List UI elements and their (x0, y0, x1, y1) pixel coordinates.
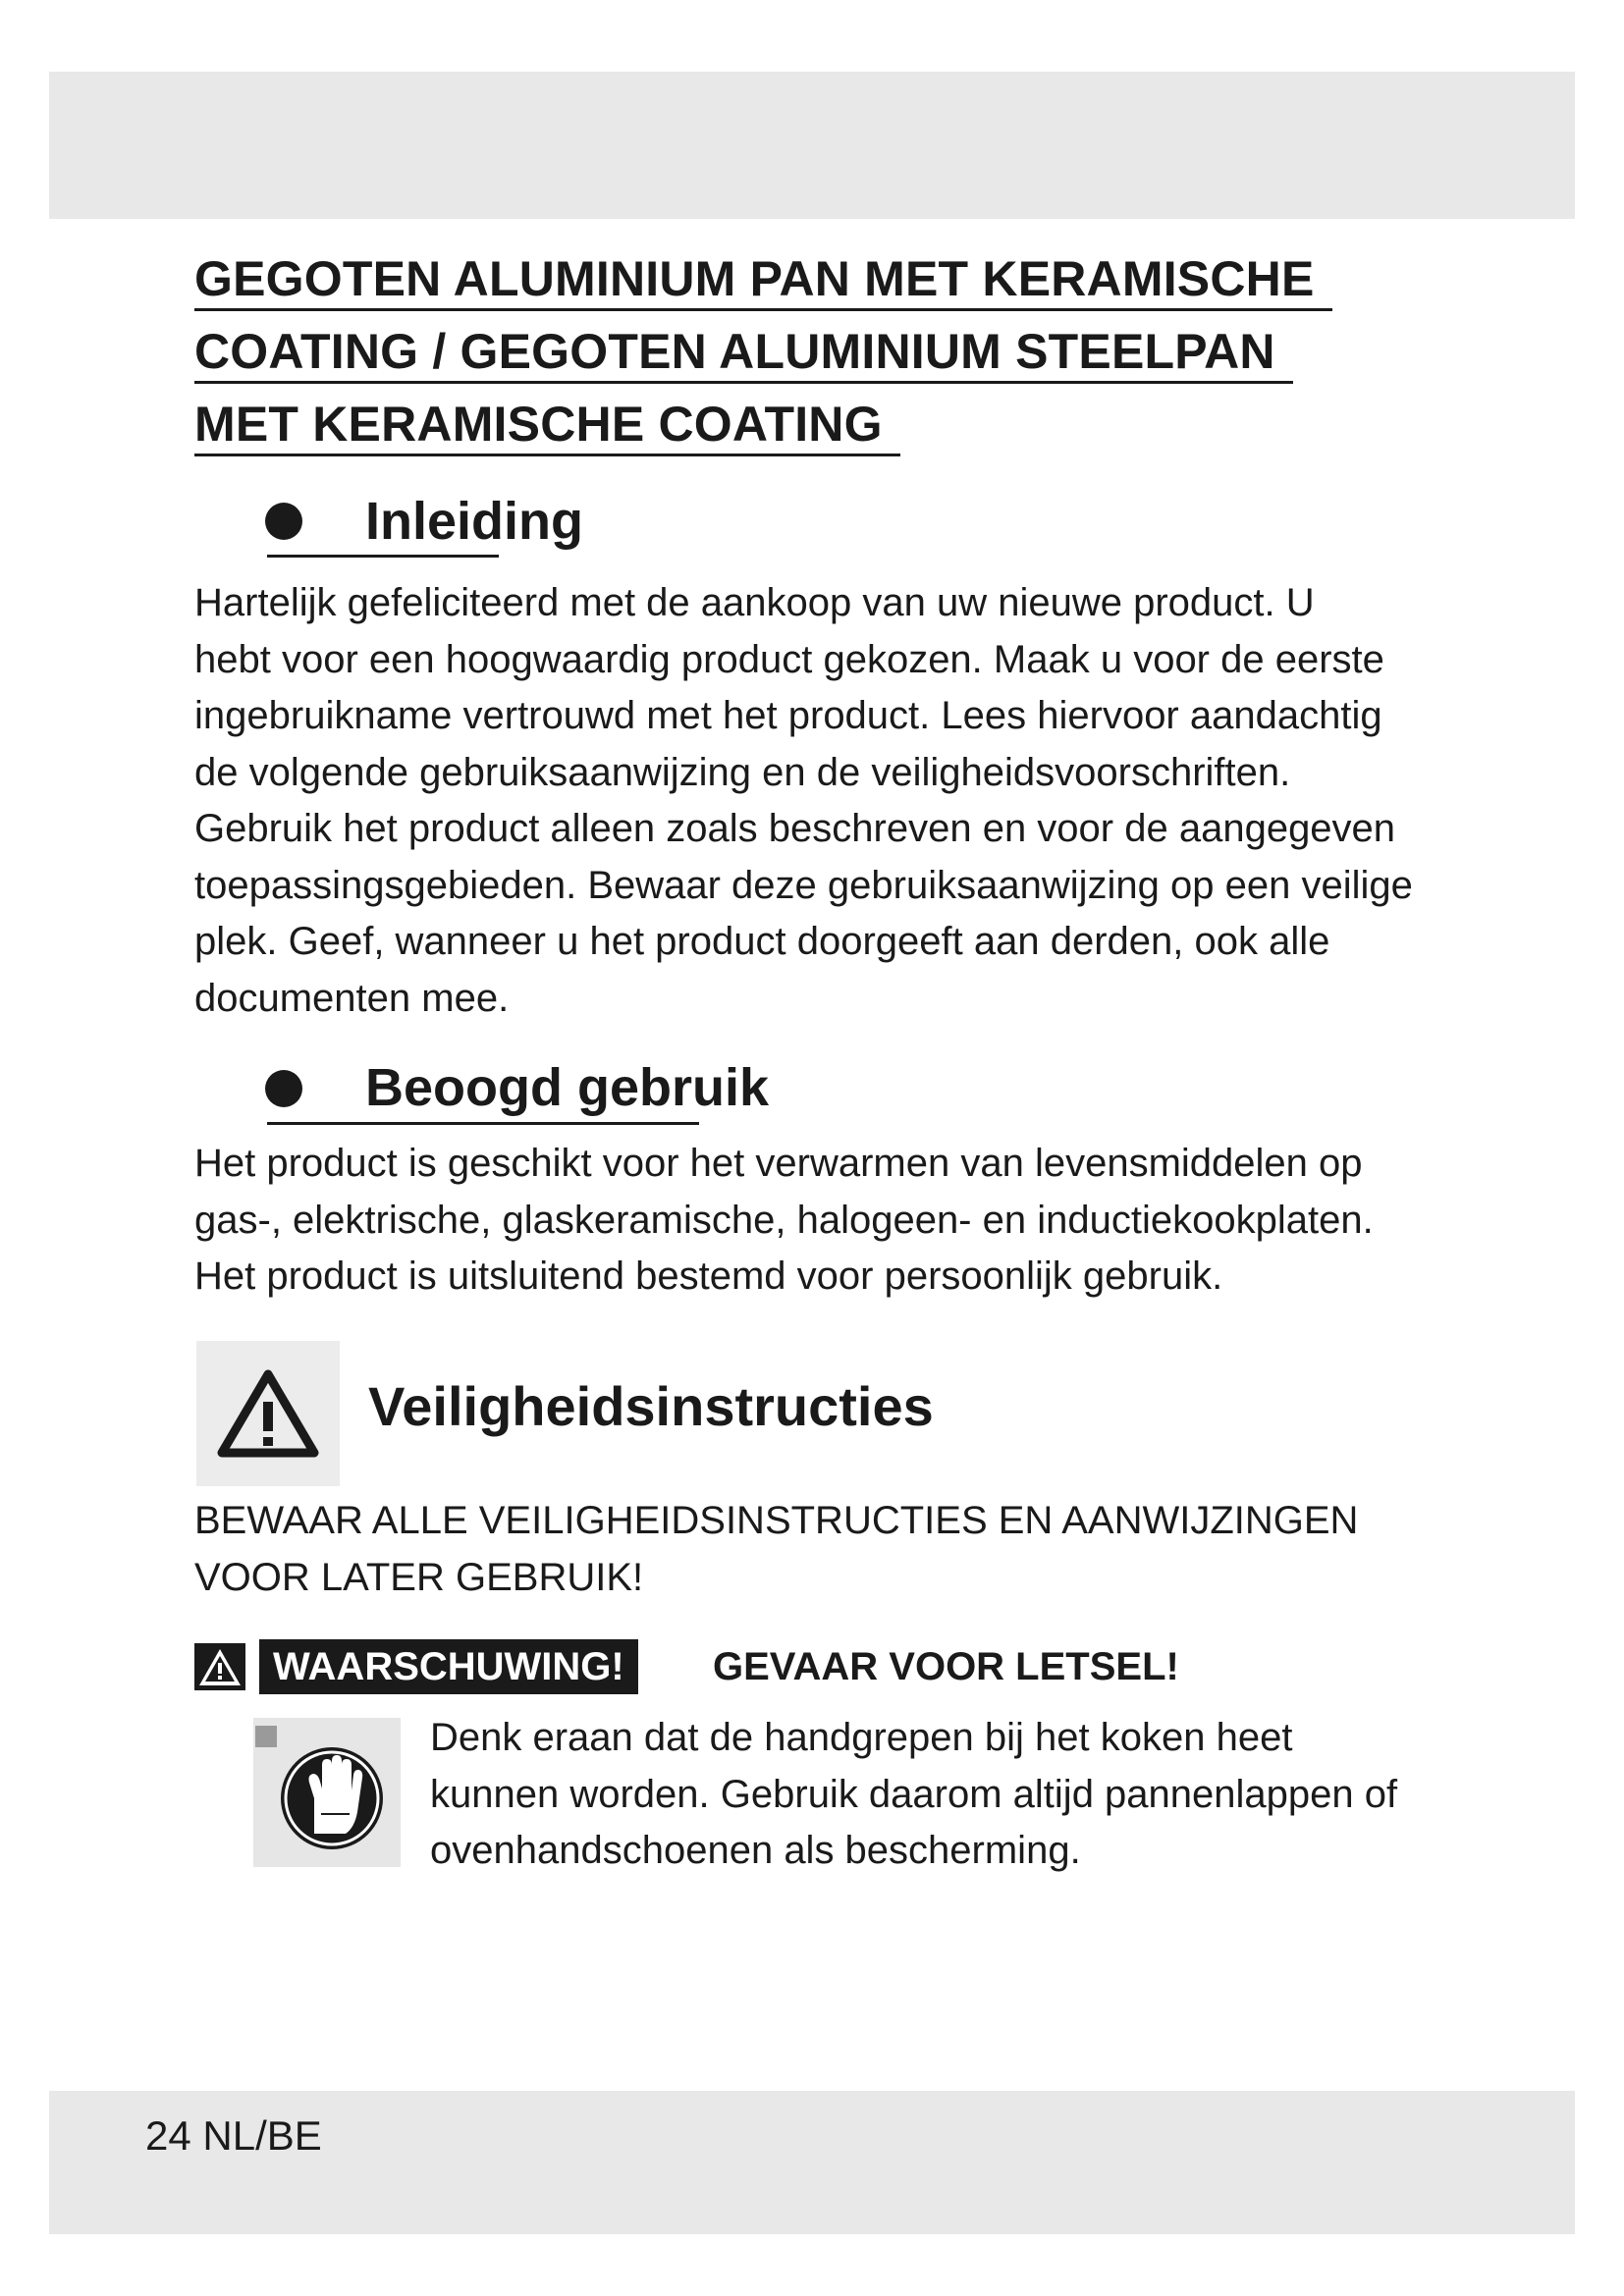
glove-paragraph (430, 1710, 1510, 1880)
warning-small-icon (194, 1643, 245, 1690)
heading-underline (267, 555, 499, 558)
document-title (194, 242, 1451, 460)
intro-line: Gebruik het product alleen zoals beschreven en voor de aangegeven (194, 807, 1396, 850)
glove-line: ovenhandschoenen als bescherming. (430, 1829, 1081, 1872)
title-line-1: GEGOTEN ALUMINIUM PAN MET KERAMISCHE (194, 249, 1332, 311)
usage-paragraph (194, 1136, 1471, 1306)
section-heading-safety: Veiligheidsinstructies (368, 1375, 934, 1437)
page-number: 24 NL/BE (145, 2112, 322, 2159)
header-band (49, 72, 1575, 219)
bullet-icon (265, 503, 302, 540)
warning-triangle-box (196, 1341, 340, 1486)
intro-line: toepassingsgebieden. Bewaar deze gebruiksaanwijzing op een veilige (194, 863, 1413, 907)
usage-line: Het product is geschikt voor het verwarmen van levensmiddelen op (194, 1142, 1363, 1185)
intro-line: de volgende gebruiksaanwijzing en de veiligheidsvoorschriften. (194, 750, 1291, 794)
glove-line: Denk eraan dat de handgrepen bij het koken heet (430, 1716, 1293, 1759)
warning-label: WAARSCHUWING! (259, 1639, 638, 1694)
usage-line: gas-, elektrische, glaskeramische, halogeen- en inductiekookplaten. (194, 1198, 1374, 1242)
safety-notice-line: BEWAAR ALLE VEILIGHEIDSINSTRUCTIES EN AANWIJZINGEN (194, 1499, 1359, 1542)
heading-underline (267, 1122, 699, 1125)
intro-line: plek. Geef, wanneer u het product doorgeeft aan derden, ook alle (194, 920, 1330, 963)
warning-triangle-icon (196, 1341, 340, 1486)
intro-paragraph (194, 575, 1471, 1027)
safety-notice (194, 1492, 1358, 1606)
glove-line: kunnen worden. Gebruik daarom altijd pannenlappen of (430, 1772, 1398, 1816)
intro-line: Hartelijk gefeliciteerd met de aankoop van uw nieuwe product. U (194, 581, 1315, 624)
warning-text: GEVAAR VOOR LETSEL! (713, 1645, 1179, 1688)
title-line-2: COATING / GEGOTEN ALUMINIUM STEELPAN (194, 322, 1293, 384)
title-line-3: MET KERAMISCHE COATING (194, 395, 900, 456)
bullet-icon (265, 1070, 302, 1107)
section-heading-intro: Inleiding (365, 492, 583, 551)
usage-line: Het product is uitsluitend bestemd voor persoonlijk gebruik. (194, 1255, 1223, 1298)
list-bullet-square (255, 1726, 277, 1747)
section-heading-usage: Beoogd gebruik (365, 1058, 770, 1117)
intro-line: documenten mee. (194, 976, 510, 1020)
intro-line: hebt voor een hoogwaardig product gekozen. Maak u voor de eerste (194, 637, 1384, 681)
intro-line: ingebruikname vertrouwd met het product. Lees hiervoor aandachtig (194, 694, 1382, 737)
safety-notice-line: VOOR LATER GEBRUIK! (194, 1556, 644, 1599)
